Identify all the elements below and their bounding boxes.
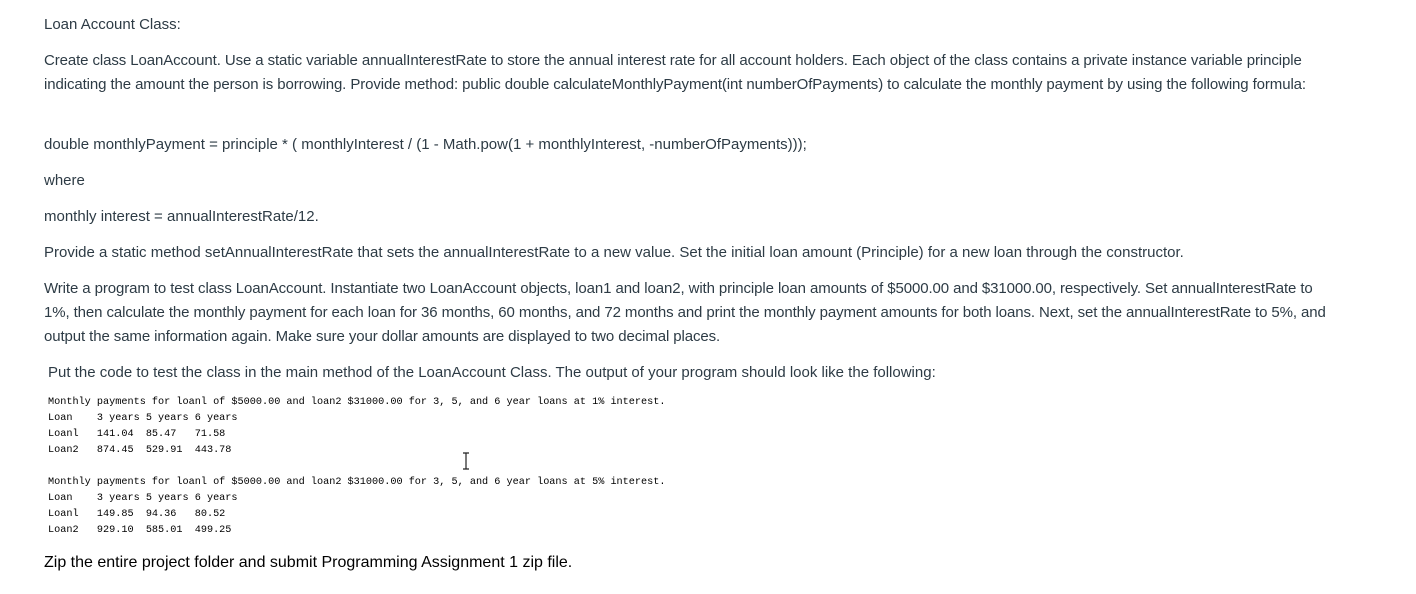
output2-line1: Monthly payments for loanl of $5000.00 and loan2 $31000.00 for 3, 5, and 6 year loans at 5% interest.: [48, 477, 666, 488]
output1-line1: Monthly payments for loanl of $5000.00 and loan2 $31000.00 for 3, 5, and 6 year loans at 1% interest.: [48, 397, 666, 408]
output1-line2: Loan 3 years 5 years 6 years: [48, 413, 238, 424]
text-cursor-icon: [461, 452, 471, 470]
monthly-interest-paragraph: monthly interest = annualInterestRate/12.: [44, 208, 319, 225]
output1-line3: Loanl 141.04 85.47 71.58: [48, 429, 226, 440]
output1-line4: Loan2 874.45 529.91 443.78: [48, 445, 232, 456]
put-code-paragraph: Put the code to test the class in the main method of the LoanAccount Class. The output of your program should look like the following:: [48, 364, 936, 381]
program-paragraph: Write a program to test class LoanAccount. Instantiate two LoanAccount objects, loan1 and loan2, with principle loan amounts of $5000.00 and $31000.00, respectively. Set annualInterestRate to 1%, then calculate the monthly payment for each loan for 36 months, 60 months, and 72 months and print the monthly payment amounts for both loans. Next, set the annualInterestRate to 5%, and output the same information again. Make sure your dollar amounts are displayed to two decimal places.: [44, 280, 1326, 345]
output2-line4: Loan2 929.10 585.01 499.25: [48, 525, 232, 536]
heading: Loan Account Class:: [44, 16, 181, 33]
output2-line2: Loan 3 years 5 years 6 years: [48, 493, 238, 504]
intro-paragraph: Create class LoanAccount. Use a static variable annualInterestRate to store the annual interest rate for all account holders. Each object of the class contains a private instance variable principle indicating the amount the person is borrowing. Provide method: public double calculateMonthlyPayment(int numberOfPayments) to calculate the monthly payment by using the following formula:: [44, 52, 1306, 93]
submit-paragraph: Zip the entire project folder and submit Programming Assignment 1 zip file.: [44, 554, 573, 571]
formula-paragraph: double monthlyPayment = principle * ( monthlyInterest / (1 - Math.pow(1 + monthlyInterest, -numberOfPayments)));: [44, 136, 807, 153]
static-method-paragraph: Provide a static method setAnnualInterestRate that sets the annualInterestRate to a new value. Set the initial loan amount (Principle) for a new loan through the constructor.: [44, 244, 1184, 261]
where-paragraph: where: [44, 172, 85, 189]
output2-line3: Loanl 149.85 94.36 80.52: [48, 509, 226, 520]
